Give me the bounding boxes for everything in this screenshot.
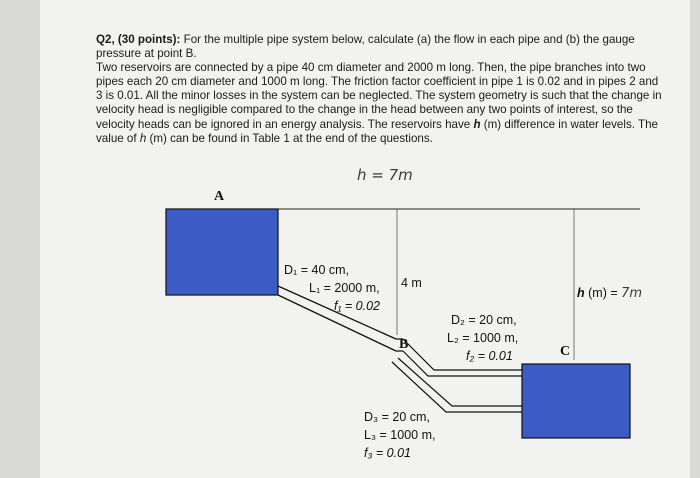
pipe3-diameter: D₃ = 20 cm,: [364, 410, 430, 424]
question-body-2: (m) difference in water levels. The value of: [96, 117, 658, 145]
reservoir-c: [522, 364, 630, 438]
point-c-label: C: [560, 344, 571, 359]
h-label-text: (m) =: [584, 286, 622, 300]
handwritten-h-note: h = 7m: [357, 166, 413, 184]
pipe2-diameter: D₂ = 20 cm,: [451, 313, 517, 327]
h-symbol: h: [577, 286, 585, 300]
question-heading: Q2, (30 points):: [96, 33, 181, 46]
pipe-3: [392, 358, 522, 412]
reservoir-a: [166, 209, 278, 295]
h-dimension-label: [577, 285, 642, 302]
pipe3-friction: f₃ = 0.01: [364, 446, 412, 460]
pipe1-diameter: D₁ = 40 cm,: [284, 263, 350, 277]
h-handwritten-value: 7m: [621, 286, 643, 301]
point-b-label: B: [399, 337, 409, 352]
h-bold: h: [473, 117, 481, 131]
point-a-label: A: [214, 189, 225, 204]
h-italic: h: [139, 131, 147, 145]
question-body-3: (m) can be found in Table 1 at the end of the questions.: [146, 131, 433, 145]
question-intro: For the multiple pipe system below, calculate (a) the flow in each pipe and (b) the gauge pressure at point B.: [96, 33, 635, 61]
pipe1-length: L₁ = 2000 m,: [309, 281, 380, 295]
pipe1-friction: f₁ = 0.02: [334, 299, 380, 313]
pipe2-friction: f₂ = 0.01: [466, 349, 513, 363]
question-body-1: Two reservoirs are connected by a pipe 40 cm diameter and 2000 m long. Then, the pipe branches into two pipes each 20 cm diameter and 1000 m long. The friction factor coefficient in pipe 1 is 0.02 and in pipes 2 and 3 is 0.01. All the minor losses in the system can be neglected. The system geometry is such that the change in velocity head is negligible compared to the change in the head between any two points of interest, so the velocity heads can be ignored in an energy analysis. The reservoirs have: [96, 61, 662, 131]
pipe2-length: L₂ = 1000 m,: [447, 331, 519, 345]
pipe3-length: L₃ = 1000 m,: [364, 428, 436, 442]
height-b-label: 4 m: [401, 276, 422, 290]
